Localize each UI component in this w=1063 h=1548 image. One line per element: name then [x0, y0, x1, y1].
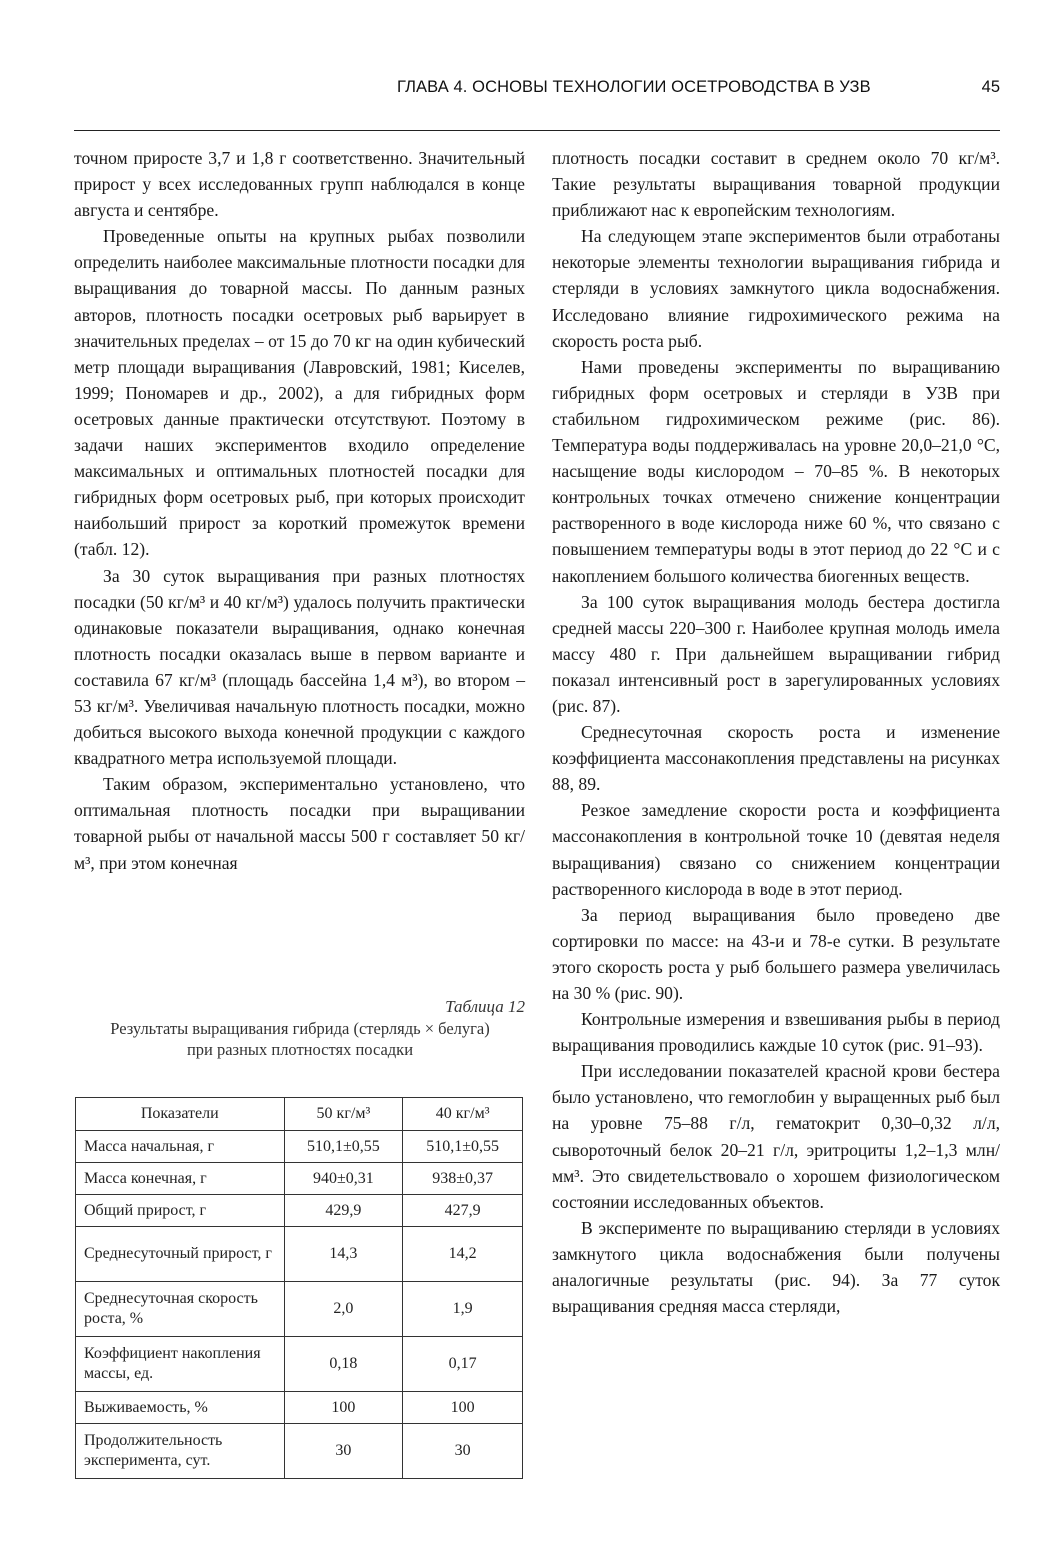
- paragraph: Нами проведены эксперименты по выращиванию гибридных форм осетровых и стерляди в УЗВ при стабильном гидрохимическом режиме (рис. 86). Температура воды поддерживалась на уровне 20,0–21,0 °С, насыщение воды кислородом – 70–85 %. В некоторых контрольных точках отмечено снижение концентрации растворенного в воде кислорода ниже 60 %, что связано с повышением температуры воды в этот период до 22 °С и с накоплением большого количества биогенных веществ.: [552, 356, 1000, 586]
- cell-value: 938±0,37: [403, 1163, 523, 1195]
- cell-value: 940±0,31: [284, 1163, 403, 1195]
- paragraph: За период выращивания было проведено две сортировки по массе: на 43-и и 78-е сутки. В результате этого скорость роста у рыб большего размера увеличилась на 30 % (рис. 90).: [552, 904, 1000, 1003]
- cell-value: 100: [284, 1392, 403, 1424]
- table-label: Таблица 12: [445, 997, 525, 1016]
- paragraph: При исследовании показателей красной крови бестера было установлено, что гемоглобин у выращенных рыб был на уровне 75–88 г/л, гематокрит 0,30–0,32 л/л, сывороточный белок 20–21 г/л, эритроциты 1,2–1,3 млн/мм³. Это свидетельствовало о хорошем физиологическом состоянии исследованных объектов.: [552, 1061, 1000, 1212]
- table-caption-line: Результаты выращивания гибрида (стерлядь × белуга): [110, 1019, 490, 1038]
- table-header-row: [76, 1098, 523, 1131]
- paragraph: Таким образом, экспериментально установлено, что оптимальная плотность посадки при выращивании товарной рыбы от начальной массы 500 г составляет 50 кг/м³, при этом конечная: [74, 774, 525, 873]
- cell-value: 14,3: [284, 1227, 403, 1282]
- cell-value: 0,18: [284, 1337, 403, 1392]
- cell-value: 2,0: [284, 1282, 403, 1337]
- cell-value: 30: [403, 1424, 523, 1479]
- cell-value: 510,1±0,55: [403, 1131, 523, 1163]
- right-column: [552, 145, 1000, 1319]
- cell-value: 100: [403, 1392, 523, 1424]
- header-rule: [74, 130, 1000, 131]
- column-header: 50 кг/м³: [284, 1098, 403, 1131]
- table-row: [76, 1163, 523, 1195]
- left-column: [74, 145, 525, 876]
- row-label: Масса начальная, г: [76, 1131, 285, 1163]
- table-caption: [60, 1018, 540, 1060]
- row-label: Среднесуточная скорость роста, %: [76, 1282, 285, 1337]
- table-row: [76, 1195, 523, 1227]
- paragraph: В эксперименте по выращиванию стерляди в условиях замкнутого цикла водоснабжения были получены аналогичные результаты (рис. 94). За 77 суток выращивания средняя масса стерляди,: [552, 1217, 1000, 1317]
- table-row: [76, 1131, 523, 1163]
- table-row: [76, 1337, 523, 1392]
- paragraph: плотность посадки составит в среднем около 70 кг/м³. Такие результаты выращивания товарной продукции приближают нас к европейским технологиям.: [552, 148, 1000, 221]
- table-row: [76, 1392, 523, 1424]
- paragraph: Контрольные измерения и взвешивания рыбы в период выращивания проводились каждые 10 суток (рис. 91–93).: [552, 1009, 1000, 1056]
- paragraph: Резкое замедление скорости роста и коэффициента массонакопления в контрольной точке 10 (девятая неделя выращивания) связано со снижением концентрации растворенного кислорода в воде в этот период.: [552, 800, 1000, 899]
- column-header: Показатели: [76, 1098, 285, 1131]
- paragraph: На следующем этапе экспериментов были отработаны некоторые элементы технологии выращивания гибрида и стерляди в условиях замкнутого цикла водоснабжения. Исследовано влияние гидрохимического режима на скорость роста рыб.: [552, 226, 1000, 351]
- row-label: Продолжительность эксперимента, сут.: [76, 1424, 285, 1479]
- row-label: Коэффициент накопления массы, ед.: [76, 1337, 285, 1392]
- paragraph: За 30 суток выращивания при разных плотностях посадки (50 кг/м³ и 40 кг/м³) удалось получить практически одинаковые показатели выращивания, однако конечная плотность посадки оказалась выше в первом варианте и составила 67 кг/м³ (площадь бассейна 1,4 м³), во втором – 53 кг/м³. Увеличивая начальную плотность посадки, можно добиться высокого выхода конечной продукции с каждого квадратного метра используемой площади.: [74, 565, 525, 769]
- cell-value: 510,1±0,55: [284, 1131, 403, 1163]
- cell-value: 427,9: [403, 1195, 523, 1227]
- table-row: [76, 1282, 523, 1337]
- running-head: [74, 74, 1000, 104]
- results-table: [75, 1097, 523, 1479]
- paragraph: Проведенные опыты на крупных рыбах позволили определить наиболее максимальные плотности посадки для выращивания до товарной массы. По данным разных авторов, плотность посадки осетровых рыб варьирует в значительных пределах – от 15 до 70 кг на один кубический метр площади выращивания (Лавровский, 1981; Киселев, 1999; Пономарев и др., 2002), а для гибридных форм осетровых данные практически отсутствуют. Поэтому в задачи наших экспериментов входило определение максимальных и оптимальных плотностей посадки для гибридных форм осетровых рыб, при которых происходит наибольший прирост за короткий промежуток времени (табл. 12).: [74, 226, 525, 560]
- paragraph: За 100 суток выращивания молодь бестера достигла средней массы 220–300 г. Наиболее крупная молодь имела массу 480 г. При дальнейшем выращивании гибрид показал интенсивный рост в зарегулированных условиях (рис. 87).: [552, 591, 1000, 716]
- row-label: Выживаемость, %: [76, 1392, 285, 1424]
- chapter-title: ГЛАВА 4. ОСНОВЫ ТЕХНОЛОГИИ ОСЕТРОВОДСТВА В УЗВ: [397, 78, 871, 96]
- cell-value: 429,9: [284, 1195, 403, 1227]
- cell-value: 14,2: [403, 1227, 523, 1282]
- paragraph: точном приросте 3,7 и 1,8 г соответственно. Значительный прирост у всех исследованных групп наблюдался в конце августа и сентябре.: [74, 148, 525, 221]
- table-row: [76, 1424, 523, 1479]
- column-header: 40 кг/м³: [403, 1098, 523, 1131]
- row-label: Общий прирост, г: [76, 1195, 285, 1227]
- row-label: Масса конечная, г: [76, 1163, 285, 1195]
- row-label: Среднесуточный прирост, г: [76, 1227, 285, 1282]
- paragraph: Среднесуточная скорость роста и изменение коэффициента массонакопления представлены на рисунках 88, 89.: [552, 722, 1000, 795]
- table-row: [76, 1227, 523, 1282]
- table-caption-line: при разных плотностях посадки: [186, 1040, 414, 1059]
- cell-value: 30: [284, 1424, 403, 1479]
- page-number: 45: [981, 78, 1000, 96]
- cell-value: 0,17: [403, 1337, 523, 1392]
- cell-value: 1,9: [403, 1282, 523, 1337]
